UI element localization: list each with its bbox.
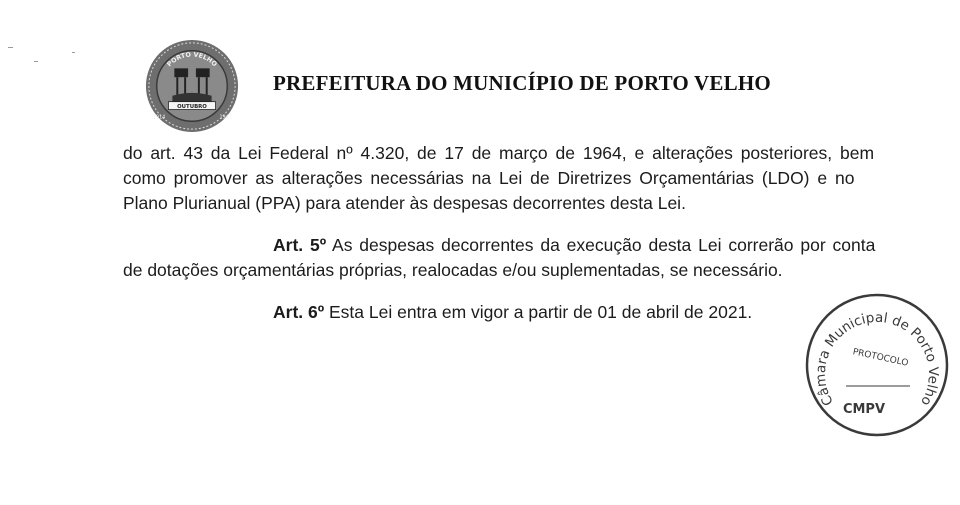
scan-speck (72, 52, 75, 53)
protocol-stamp-icon (802, 290, 952, 440)
seal-top-text: PORTO VELHO (165, 50, 219, 69)
stamp-center-label: PROTOCOLO (851, 347, 910, 369)
scan-speck (8, 47, 13, 48)
article-5-label: Art. 5º (273, 235, 327, 255)
stamp-footer: CMPV (842, 402, 886, 417)
article-5-line (273, 233, 875, 258)
paragraph-line: como promover as alterações necessárias na Lei de Diretrizes Orçamentárias (LDO) e no (123, 168, 855, 188)
municipal-seal-icon (143, 37, 241, 135)
stamp-ring-text: Câmara Municipal de Porto Velho (812, 309, 942, 409)
article-6-label: Art. 6º (273, 302, 325, 322)
page-title: PREFEITURA DO MUNICÍPIO DE PORTO VELHO (273, 71, 771, 95)
article-6-line (273, 300, 752, 325)
seal-year-right: 1943 (219, 114, 232, 121)
paragraph-line: Plano Plurianual (PPA) para atender às despesas decorrentes desta Lei. (123, 193, 686, 213)
seal-banner-text: OUTUBRO (177, 104, 207, 111)
article-6-text: Esta Lei entra em vigor a partir de 01 de abril de 2021. (324, 302, 753, 322)
article-5-continuation: de dotações orçamentárias próprias, realocadas e/ou suplementadas, se necessário. (123, 260, 783, 280)
scan-speck (34, 61, 38, 62)
paragraph-line: do art. 43 da Lei Federal nº 4.320, de 17 de março de 1964, e alterações posteriores, bem (123, 143, 875, 163)
article-5-text: As despesas decorrentes da execução desta Lei correrão por conta (326, 235, 876, 255)
seal-year-left: 1914 (152, 114, 166, 121)
